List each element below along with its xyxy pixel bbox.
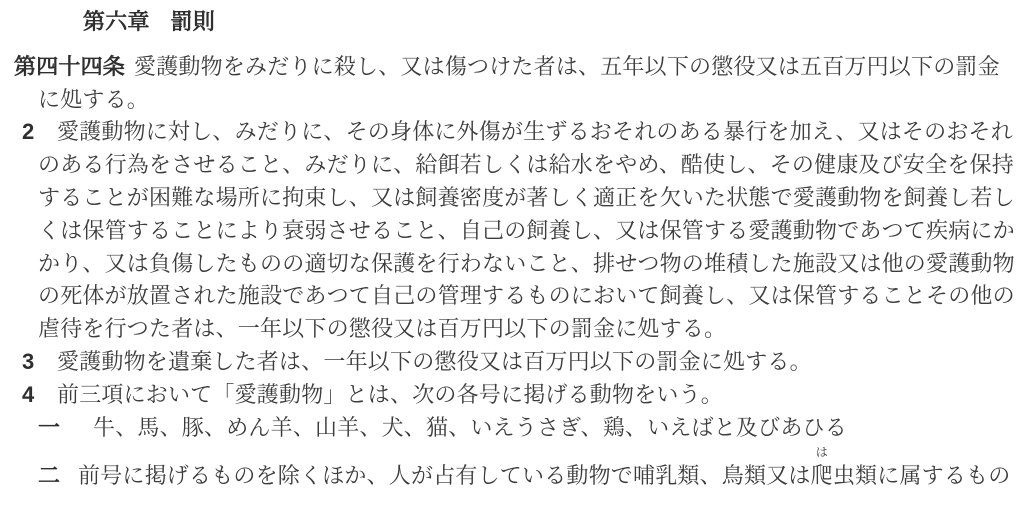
chapter-number: 第六章	[83, 9, 150, 34]
paragraph-2-line-5	[0, 248, 1024, 281]
item-text: 虫類に属するもの	[832, 463, 1011, 489]
item-text: 牛、馬、豚、めん羊、山羊、犬、猫、いえうさぎ、鶏、いえばと及びあひる	[93, 414, 847, 440]
paragraph-number: 4	[22, 381, 35, 407]
chapter-heading	[0, 6, 1024, 39]
paragraph-text: することが困難な場所に拘束し、又は飼養密度が著しく適正を欠いた状態で愛護動物を飼養し若し	[38, 184, 1015, 210]
paragraph-3-line	[0, 346, 1024, 379]
paragraph-text: 愛護動物を遺棄した者は、一年以下の懲役又は百万円以下の罰金に処する。	[57, 348, 812, 374]
chapter-title: 罰則	[170, 9, 216, 34]
paragraph-2-line-7	[0, 313, 1024, 346]
item-1-line	[0, 412, 1024, 445]
ruby-base-character: 爬	[810, 463, 833, 489]
furigana-text: は	[815, 445, 828, 460]
ruby-annotated-character	[810, 445, 833, 493]
article-number: 第四十四条	[14, 53, 126, 79]
item-2-line	[0, 445, 1024, 493]
paragraph-2-line-2	[0, 149, 1024, 182]
article-text: に処する。	[38, 86, 150, 112]
article-44-line-1	[0, 51, 1024, 84]
article-text: 愛護動物をみだりに殺し、又は傷つけた者は、五年以下の懲役又は五百万円以下の罰金	[134, 53, 1000, 79]
item-number: 一	[38, 414, 61, 440]
item-number: 二	[38, 463, 61, 489]
paragraph-2-line-1	[0, 116, 1024, 149]
paragraph-text: 愛護動物に対し、みだりに、その身体に外傷が生ずるおそれのある暴行を加え、又はそのおそれ	[57, 119, 1013, 145]
paragraph-text: かり、又は負傷したものの適切な保護を行わないこと、排せつ物の堆積した施設又は他の愛護動物	[38, 250, 1015, 276]
paragraph-text: のある行為をさせること、みだりに、給餌若しくは給水をやめ、酷使し、その健康及び安全を保持	[38, 152, 1014, 178]
paragraph-text: の死体が放置された施設であつて自己の管理するものにおいて飼養し、又は保管することその他の	[38, 283, 1015, 309]
paragraph-text: 前三項において「愛護動物」とは、次の各号に掲げる動物をいう。	[57, 381, 724, 407]
article-44-line-2	[0, 84, 1024, 117]
paragraph-4-line	[0, 379, 1024, 412]
paragraph-text: くは保管することにより衰弱させること、自己の飼養し、又は保管する愛護動物であつて疾病にか	[38, 217, 1015, 243]
paragraph-2-line-3	[0, 182, 1024, 215]
item-text: 前号に掲げるものを除くほか、人が占有している動物で哺乳類、鳥類又は	[78, 463, 811, 489]
paragraph-2-line-4	[0, 215, 1024, 248]
paragraph-text: 虐待を行つた者は、一年以下の懲役又は百万円以下の罰金に処する。	[38, 316, 727, 342]
paragraph-number: 2	[22, 119, 35, 145]
paragraph-2-line-6	[0, 280, 1024, 313]
paragraph-number: 3	[22, 348, 35, 374]
